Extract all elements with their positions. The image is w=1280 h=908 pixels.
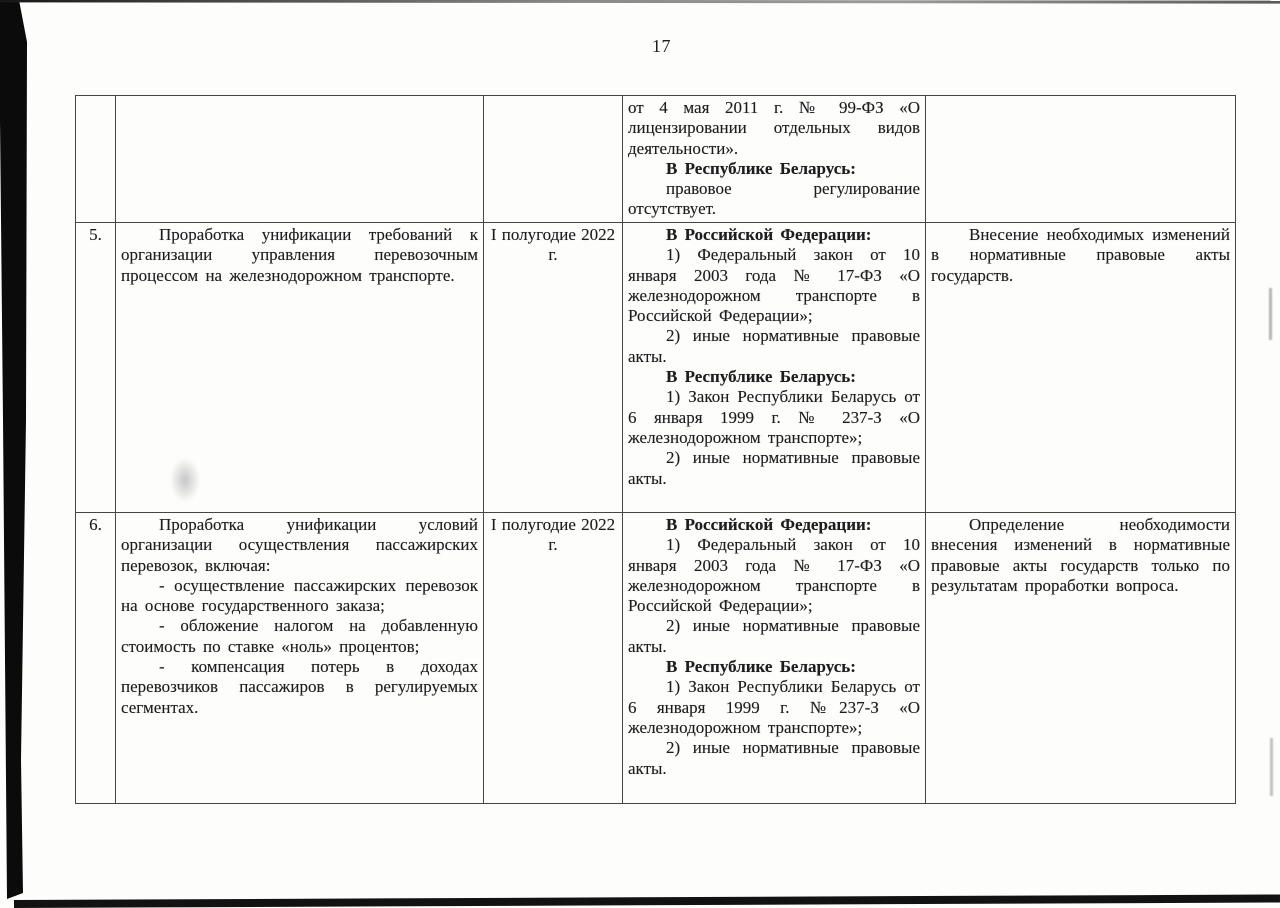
paragraph: Внесение необходимых изменений в нормативные правовые акты государств. <box>931 225 1230 285</box>
table-cell-r1-c3 <box>623 223 926 513</box>
table-row-4-continuation <box>76 96 1236 223</box>
table-cell-r0-c0 <box>76 96 116 223</box>
paragraph: 5. <box>89 225 102 244</box>
table-cell-r2-c4 <box>926 513 1236 804</box>
paragraph: Проработка унификации требований к организации управления перевозочным процессом на железнодорожном транспорте. <box>121 225 478 285</box>
scan-artifact-bottom-bar <box>14 894 1280 908</box>
paragraph: - компенсация потерь в доходах перевозчиков пассажиров в регулируемых сегментах. <box>121 657 478 717</box>
table-cell-r0-c4 <box>926 96 1236 223</box>
paragraph: В Российской Федерации: <box>666 515 872 534</box>
scan-artifact-right-mark <box>1270 738 1273 796</box>
table-cell-r1-c2 <box>484 223 623 513</box>
paragraph: I полугодие 2022 г. <box>490 515 616 555</box>
table-cell-r1-c4 <box>926 223 1236 513</box>
paragraph: 2) иные нормативные правовые акты. <box>628 738 920 778</box>
paragraph: В Российской Федерации: <box>666 225 872 244</box>
document-table <box>75 95 1236 804</box>
paragraph: 1) Федеральный закон от 10 января 2003 года № 17-ФЗ «О железнодорожном транспорте в Российской Федерации»; <box>628 245 920 326</box>
table-cell-r2-c2 <box>484 513 623 804</box>
table-cell-r2-c0 <box>76 513 116 804</box>
paragraph: 6. <box>89 515 102 534</box>
page-number: 17 <box>652 36 671 56</box>
paragraph: - осуществление пассажирских перевозок на основе государственного заказа; <box>121 575 478 616</box>
paragraph: правовое регулирование отсутствует. <box>628 179 920 219</box>
scan-artifact-top-line <box>0 0 1280 4</box>
paragraph: I полугодие 2022 г. <box>490 225 616 265</box>
paragraph: 1) Закон Республики Беларусь от 6 января 1999 г. №237-З «О железнодорожном транспорте»; <box>628 677 920 737</box>
paragraph: Определение необходимости внесения изменений в нормативные правовые акты государств только по результатам проработки вопроса. <box>931 515 1230 595</box>
paragraph: В Республике Беларусь: <box>666 657 856 677</box>
paragraph: 2) иные нормативные правовые акты. <box>628 616 920 656</box>
paragraph: В Республике Беларусь: <box>666 158 856 178</box>
paragraph: от 4 мая 2011 г. № 99-ФЗ «О лицензировании отдельных видов деятельности». <box>628 98 920 158</box>
scan-artifact-left-edge-bar <box>0 0 48 908</box>
paragraph: Проработка унификации условий организации осуществления пассажирских перевозок, включая: <box>121 515 478 575</box>
table-row-5 <box>76 223 1236 513</box>
table-cell-r0-c2 <box>484 96 623 223</box>
scan-artifact-right-mark <box>1269 288 1272 340</box>
paragraph: В Республике Беларусь: <box>666 367 856 387</box>
table-row-6 <box>76 513 1236 804</box>
table-cell-r0-c3 <box>623 96 926 223</box>
table-cell-r0-c1 <box>116 96 484 223</box>
table-cell-r2-c3 <box>623 513 926 804</box>
table-cell-r1-c1 <box>116 223 484 513</box>
paragraph: 1) Федеральный закон от 10 января 2003 года № 17-ФЗ «О железнодорожном транспорте в Российской Федерации»; <box>628 535 920 616</box>
table-cell-r1-c0 <box>76 223 116 513</box>
paragraph: 2) иные нормативные правовые акты. <box>628 448 920 488</box>
table-cell-r2-c1 <box>116 513 484 804</box>
paragraph: - обложение налогом на добавленную стоимость по ставке «ноль» процентов; <box>121 616 478 656</box>
paragraph: 1) Закон Республики Беларусь от 6 января 1999 г. № 237-З «О железнодорожном транспорте»; <box>628 387 920 447</box>
paragraph: 2) иные нормативные правовые акты. <box>628 326 920 366</box>
